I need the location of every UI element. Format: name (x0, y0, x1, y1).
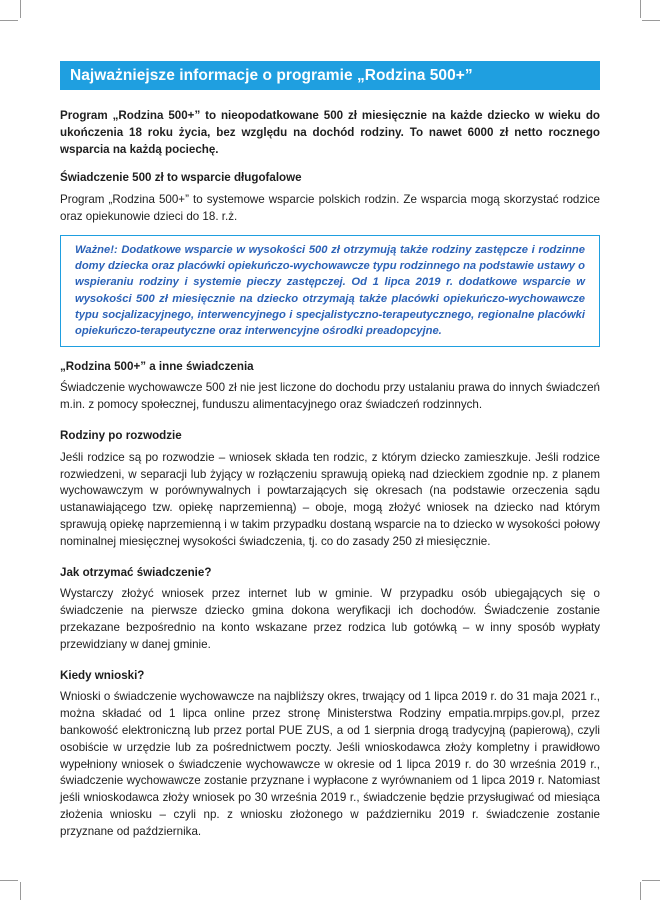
header-bar (60, 61, 600, 90)
crop-mark-left-top (0, 20, 18, 21)
section-body-other-benefits: Świadczenie wychowawcze 500 zł nie jest liczone do dochodu przy ustalaniu prawa do innych świadczeń m.in. z pomocy społecznej, funduszu alimentacyjnego oraz świadczeń rodzinnych. (60, 381, 600, 412)
crop-mark-right-bottom (642, 880, 660, 881)
section-body-when: Wnioski o świadczenie wychowawcze na najbliższy okres, trwający od 1 lipca 2019 r. do 31 maja 2021 r., można składać od 1 lipca online przez stronę Ministerstwa Rodziny empatia.mrpips.gov.pl, przez bankowość elektroniczną lub przez portal PUE ZUS, a od 1 sierpnia drogą tradycyjną (papierową), czyli osobiście w urzędzie lub za pośrednictwem poczty. Jeśli wnioskodawca złoży kompletny i prawidłowo wypełniony wniosek o świadczenie wychowawcze w okresie od 1 lipca 2019 r. do 30 września 2019 r., świadczenie wychowawcze zostanie przyznane i wypłacone z wyrównaniem od 1 lipca 2019 r. Natomiast jeśli wnioskodawca złoży wniosek po 30 września 2019 r., świadczenie będzie przysługiwać od miesiąca złożenia wniosku – czyli np. z wniosku złożonego w październiku 2019 r. świadczenie zostanie przyznane od października. (60, 690, 600, 838)
section-heading-divorce: Rodziny po rozwodzie (60, 428, 182, 442)
section-heading-long-term: Świadczenie 500 zł to wsparcie długofalowe (60, 171, 302, 185)
section-heading-when: Kiedy wnioski? (60, 668, 145, 682)
intro-paragraph: Program „Rodzina 500+” to nieopodatkowane 500 zł miesięcznie na każde dziecko w wieku do ukończenia 18 roku życia, bez względu na dochód rodziny. To nawet 6000 zł netto rocznego wsparcia na każdą pociechę. (60, 109, 600, 156)
crop-mark-bottom-right (640, 882, 641, 900)
crop-mark-top-left (20, 0, 21, 18)
section-heading-other-benefits: „Rodzina 500+” a inne świadczenia (60, 359, 254, 373)
section-body-divorce: Jeśli rodzice są po rozwodzie – wniosek składa ten rodzic, z którym dziecko zamieszkuje. Jeśli rodzice rozwiedzeni, w separacji lub żyjący w rozłączeniu sprawują opieką nad dzieckiem zgodnie np. z planem wychowawczym w porównywalnych i powtarzających się okresach (na podstawie orzeczenia sądu ustanawiającego tzw. opiekę naprzemienną) – oboje, mogą złożyć wniosek na dziecko nad którym sprawują opiekę naprzemienną i w takim przypadku dostaną wsparcie na to dziecko w wysokości połowy nominalnej miesięcznej wysokości świadczenia, tj. co do zasady 250 zł miesięcznie. (60, 450, 600, 548)
page-title: Najważniejsze informacje o programie „Rodzina 500+” (70, 66, 473, 84)
content (60, 108, 600, 840)
notice-text: Ważne!: Dodatkowe wsparcie w wysokości 500 zł otrzymują także rodziny zastępcze i rodzinne domy dziecka oraz placówki opiekuńczo-wychowawcze typu rodzinnego na podstawie ustawy o wspieraniu rodziny i systemie pieczy zastępczej. Od 1 lipca 2019 r. dodatkowe wsparcie w wysokości 500 zł miesięcznie na dziecko otrzymają także placówki opiekuńczo-wychowawcze typu socjalizacyjnego, interwencyjnego i specjalistyczno-terapeutycznego, regionalne placówki opiekuńczo-terapeutyczne oraz interwencyjne ośrodki preadopcyjne. (75, 243, 585, 338)
crop-mark-right-top (642, 20, 660, 21)
crop-mark-left-bottom (0, 880, 18, 881)
crop-mark-top-right (640, 0, 641, 18)
section-body-how-to: Wystarczy złożyć wniosek przez internet lub w gminie. W przypadku osób ubiegających się o świadczenie na pierwsze dziecko gmina dokona weryfikacji ich dochodów. Świadczenie zostanie przekazane bezpośrednio na konto wskazane przez rodzica lub gotówką – w inny sposób wypłaty przewidziany w danej gminie. (60, 587, 600, 651)
section-body-long-term: Program „Rodzina 500+” to systemowe wsparcie polskich rodzin. Ze wsparcia mogą skorzystać rodzice oraz opiekunowie dzieci do 18. r.ż. (60, 193, 600, 223)
crop-mark-bottom-left (20, 882, 21, 900)
section-heading-how-to: Jak otrzymać świadczenie? (60, 565, 212, 579)
notice-box (60, 235, 600, 347)
